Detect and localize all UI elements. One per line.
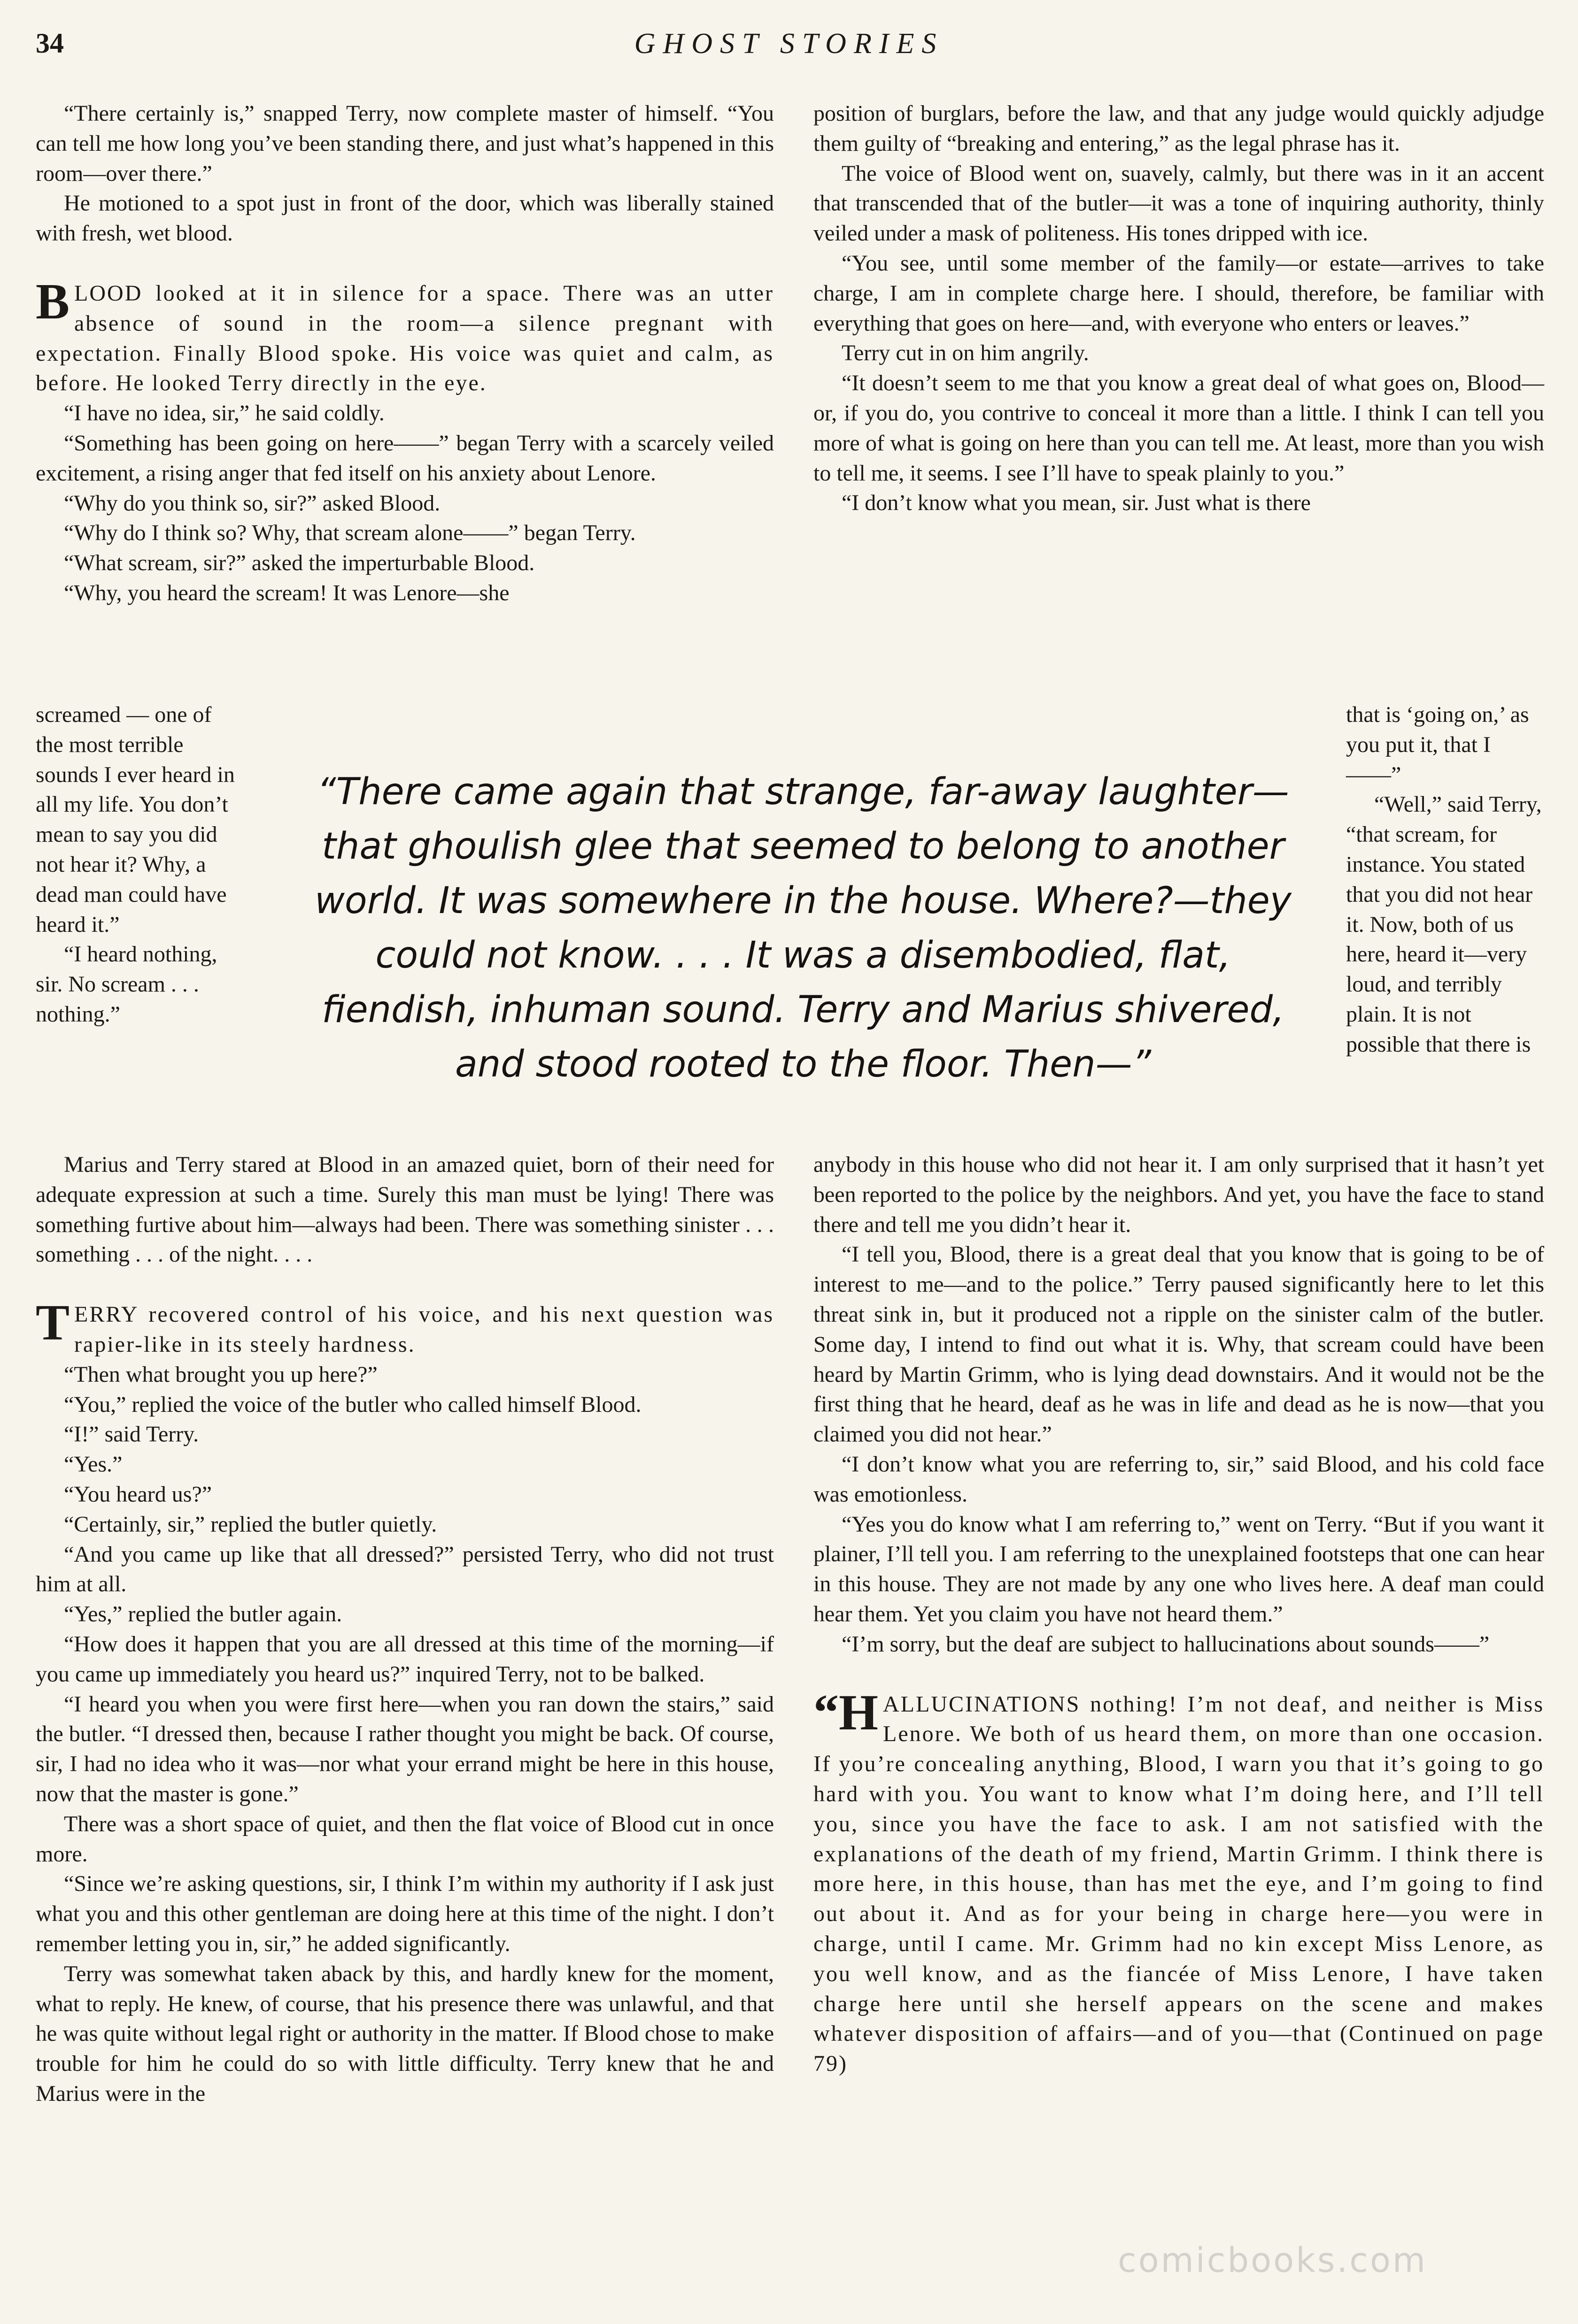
paragraph: “Why, you heard the scream! It was Lenore—she	[64, 580, 510, 605]
paragraph: “It doesn’t seem to me that you know a great deal of what goes on, Blood—or, if you do, you contrive to conceal it more than a little. I think I can tell you more of what is going on here than you can tell me. At least, more than you wish to tell me, it seems. I see I’ll have to speak plainly to you.”	[813, 371, 1544, 486]
paragraph: “Then what brought you up here?”	[64, 1362, 378, 1387]
paragraph: “You,” replied the voice of the butler who called himself Blood.	[64, 1392, 642, 1417]
section-opener-paragraph	[36, 273, 774, 398]
drop-cap: “H	[813, 1684, 879, 1741]
paragraph: that is ‘going on,’ as you put it, that I——”	[1346, 702, 1529, 787]
paragraph: “Certainly, sir,” replied the butler quietly.	[64, 1511, 437, 1537]
right-column-narrow	[1346, 700, 1544, 1060]
paragraph: “I don’t know what you are referring to, sir,” said Blood, and his cold face was emotionless.	[813, 1451, 1544, 1507]
paragraph: The voice of Blood went on, suavely, calmly, but there was in it an accent that transcended that of the butler—it was a tone of inquiring authority, thinly veiled under a mask of politeness. His tones dripped with ice.	[813, 161, 1544, 246]
paragraph: “Well,” said Terry, “that scream, for instance. You stated that you did not hear it. Now, both of us here, heard it—very loud, and terribly plain. It is not possible that there is	[1346, 792, 1542, 1057]
paragraph-text: ALLUCINATIONS nothing! I’m not deaf, and neither is Miss Lenore. We both of us heard them, on more than one occasion. If you’re concealing anything, Blood, I warn you that it’s going to go hard with you. You want to know what I’m doing here, and I’ll tell you, since you have the face to ask. I am not satisfied with the explanations of the death of my friend, Martin Grimm. I think there is more here, in this house, than has met the eye, and I’m going to find out about it. And as for your being in charge here—you were in charge, until I came. Mr. Grimm had no kin except Miss Lenore, as you well know, and as the fiancée of Miss Lenore, I have taken charge here until she herself appears on the scene and makes whatever disposition of affairs—and of you—that (Continued on page 79)	[813, 1691, 1544, 2076]
paragraph: “What scream, sir?” asked the imperturbable Blood.	[64, 550, 535, 576]
paragraph: “Something has been going on here——” began Terry with a scarcely veiled excitement, a rising anger that fed itself on his anxiety about Lenore.	[36, 430, 774, 486]
paragraph: position of burglars, before the law, and that any judge would quickly adjudge them guilty of “breaking and entering,” as the legal phrase has it.	[813, 101, 1544, 156]
paragraph: “I!” said Terry.	[64, 1422, 199, 1447]
paragraph: “I have no idea, sir,” he said coldly.	[64, 401, 385, 426]
paragraph: anybody in this house who did not hear it. I am only surprised that it hasn’t yet been reported to the police by the neighbors. And yet, you have the face to stand there and tell me you didn’t hear it.	[813, 1152, 1544, 1237]
paragraph: “Yes.”	[64, 1452, 123, 1477]
paragraph: “Since we’re asking questions, sir, I think I’m within my authority if I ask just what you and this other gentleman are doing here at this time of the night. I don’t remember letting you in, sir,” he added significantly.	[36, 1871, 774, 1956]
paragraph: “I heard nothing, sir. No scream . . . nothing.”	[36, 942, 217, 1027]
paragraph: “There certainly is,” snapped Terry, now complete master of himself. “You can tell me how long you’ve been standing there, and just what’s happened in this room—over there.”	[36, 101, 774, 186]
drop-cap: B	[36, 273, 70, 330]
paragraph: “Why do you think so, sir?” asked Blood.	[64, 490, 441, 516]
paragraph: He motioned to a spot just in front of the door, which was liberally stained with fresh, wet blood.	[36, 191, 774, 246]
drop-cap: T	[36, 1295, 70, 1351]
paragraph: “I tell you, Blood, there is a great deal that you know that is going to be of interest to me—and to the police.” Terry paused significantly here to let this threat sink in, but it produced not a ripple on the sinister calm of the butler. Some day, I intend to find out what it is. Why, that scream could have been heard by Martin Grimm, who is lying dead downstairs. And it would not be the first thing that he heard, deaf as he was in life and dead as he is now—that you claimed you did not hear.”	[813, 1242, 1544, 1447]
paragraph: “I don’t know what you mean, sir. Just what is there	[842, 490, 1311, 516]
paragraph: “You heard us?”	[64, 1481, 212, 1507]
right-column-top	[813, 99, 1544, 518]
section-opener-paragraph	[813, 1684, 1544, 2079]
paragraph: “Yes,” replied the butler again.	[64, 1602, 342, 1627]
paragraph: “I heard you when you were first here—when you ran down the stairs,” said the butler. “I dressed then, because I rather thought you might be back. Of course, sir, I had no idea who it was—nor what your errand might be here in this house, now that the master is gone.”	[36, 1691, 774, 1806]
pull-quote: “There came again that strange, far-away laughter—that ghoulish glee that seemed to belong to another world. It was somewhere in the house. Where?—they could not know. . . . It was a disembodied, flat, fiendish, inhuman sound. Terry and Marius shivered, and stood rooted to the floor. Then—”	[315, 771, 1292, 1085]
paragraph-text: ERRY recovered control of his voice, and his next question was rapier-like in its steely hardness.	[74, 1302, 774, 1357]
left-column-narrow	[36, 700, 238, 1030]
left-column-bottom	[36, 1150, 774, 2109]
paragraph: screamed — one of the most terrible sounds I ever heard in all my life. You don’t mean to say you did not hear it? Why, a dead man could have heard it.”	[36, 702, 235, 937]
paragraph: “Why do I think so? Why, that scream alone——” began Terry.	[64, 520, 636, 546]
right-column-bottom	[813, 1150, 1544, 2079]
running-head: GHOST STORIES	[634, 28, 944, 60]
paragraph-text: LOOD looked at it in silence for a space. There was an utter absence of sound in the room—a silence pregnant with expectation. Finally Blood spoke. His voice was quiet and calm, as before. He looked Terry directly in the eye.	[36, 280, 774, 396]
paragraph: “I’m sorry, but the deaf are subject to hallucinations about sounds——”	[842, 1631, 1490, 1657]
section-opener-paragraph	[36, 1295, 774, 1360]
paragraph: Terry was somewhat taken aback by this, and hardly knew for the moment, what to reply. He knew, of course, that his presence there was unlawful, and that he was quite without legal right or authority in the matter. If Blood chose to make trouble for him he could do so with little difficulty. Terry knew that he and Marius were in the	[36, 1961, 774, 2106]
paragraph: Marius and Terry stared at Blood in an amazed quiet, born of their need for adequate expression at such a time. Surely this man must be lying! There was something furtive about him—always had been. There was something sinister . . . something . . . of the night. . . .	[36, 1152, 774, 1267]
paragraph: “How does it happen that you are all dressed at this time of the morning—if you came up immediately you heard us?” inquired Terry, not to be balked.	[36, 1631, 774, 1687]
paragraph: There was a short space of quiet, and then the flat voice of Blood cut in once more.	[36, 1811, 774, 1867]
watermark: comicbooks.com	[1118, 2240, 1428, 2280]
paragraph: Terry cut in on him angrily.	[842, 341, 1089, 366]
left-column-top	[36, 99, 774, 608]
page-number: 34	[36, 28, 64, 59]
paragraph: “And you came up like that all dressed?” persisted Terry, who did not trust him at all.	[36, 1542, 774, 1597]
paragraph: “Yes you do know what I am referring to,” went on Terry. “But if you want it plainer, I’ll tell you. I am referring to the unexplained footsteps that one can hear in this house. They are not made by any one who lives here. A deaf man could hear them. Yet you claim you have not heard them.”	[813, 1511, 1544, 1627]
paragraph: “You see, until some member of the family—or estate—arrives to take charge, I am in complete charge here. I should, therefore, be familiar with everything that goes on here—and, with everyone who enters or leaves.”	[813, 250, 1544, 336]
